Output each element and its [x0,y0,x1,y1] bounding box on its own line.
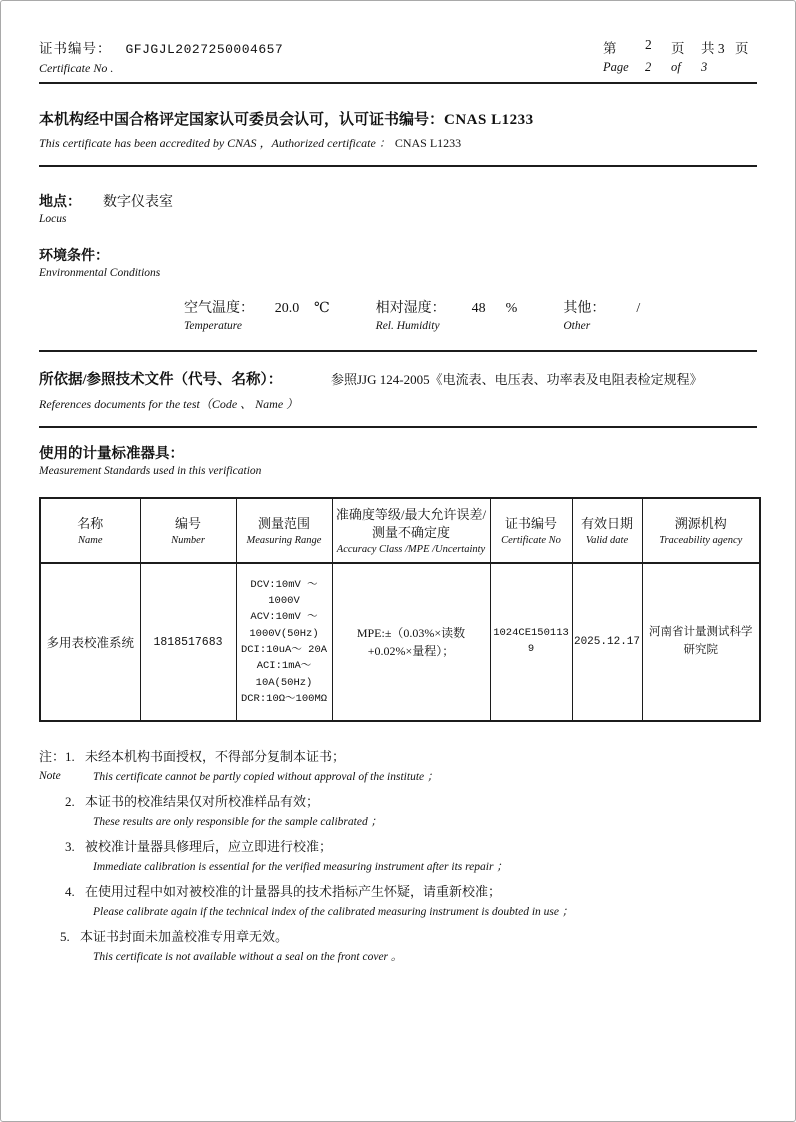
humidity-label-en: Rel. Humidity [375,320,440,332]
references-label-block [39,368,331,412]
temperature-label-zh: 空气温度： [184,301,254,316]
temperature-label-en: Temperature [184,320,242,332]
standards-table [39,497,761,722]
other-label-zh: 其他： [563,301,606,316]
location-value: 数字仪表室 [103,195,173,210]
page-current-en: 2 [645,60,652,74]
environment-divider [39,350,757,352]
environment-title-zh: 环境条件： [39,249,109,264]
environment-title-en: Environmental Conditions [39,267,161,279]
other-condition-item [563,297,655,332]
humidity-value: 48 [471,301,486,316]
column-header-valid-date: 有效日期 Valid date [572,498,642,563]
standards-title-en: Measurement Standards used in this verification [39,465,262,477]
certificate-number-label-zh: 证书编号： [39,41,112,56]
accreditation-divider [39,165,757,167]
page-header [39,1,757,76]
location-label-en: Locus [39,213,67,225]
references-value: 参照JJG 124-2005《电流表、电压表、功率表及电阻表检定规程》 [331,372,703,387]
notes-label-en: Note [39,770,61,782]
column-header-certificate-no: 证书编号 Certificate No [490,498,572,563]
note-item-3: 3. 被校准计量器具修理后，应立即进行校准； Immediate calibration is essential for the verified measuring instrument after its repair ； [65,839,508,873]
notes-items [60,746,574,971]
cell-traceability-agency: 河南省计量测试科学研究院 [642,563,760,721]
cell-measuring-range: DCV:10mV ～ 1000V ACV:10mV ～ 1000V(50Hz) DCI:10uA～ 20A ACI:1mA～ 10A(50Hz) DCR:10Ω～100MΩ [236,563,332,721]
note-item-4: 4. 在使用过程中如对被校准的计量器具的技术指标产生怀疑，请重新校准； Please calibrate again if the technical index of the calibrated measuring instrument is doubted in use ； [65,884,574,918]
notes-label-zh: 注： [39,749,66,764]
references-divider [39,426,757,428]
column-header-traceability-agency: 溯源机构 Traceability agency [642,498,760,563]
standards-title-zh: 使用的计量标准器具： [39,446,184,462]
header-divider [39,82,757,84]
cell-standard-name: 多用表校准系统 [40,563,140,721]
note-item-5: 5. 本证书封面未加盖校准专用章无效。 This certificate is not available without a seal on the front cover 。 [60,929,403,963]
temperature-item [184,297,330,332]
accreditation-code-zh: CNAS L1233 [444,112,534,128]
cell-standard-number: 1818517683 [140,563,236,721]
certificate-number-value: GFJGJL2027250004657 [125,42,284,57]
column-header-number: 编号 Number [140,498,236,563]
note-item-2: 2. 本证书的校准结果仅对所校准样品有效； These results are only responsible for the sample calibrated ； [65,794,383,828]
page-unit-zh: 页 [671,41,685,56]
other-value: / [636,301,641,316]
cell-valid-date: 2025.12.17 [572,563,642,721]
page-word-zh: 第 [603,41,617,56]
references-label-en: References documents for the test（Code 、 Name ） [39,397,299,411]
note-item-1: 1. 未经本机构书面授权，不得部分复制本证书； This certificate cannot be partly copied without approval of the institute ； [65,749,439,783]
environment-values-row [39,297,757,332]
page-indicator [603,37,755,75]
references-label-zh: 所依据/参照技术文件（代号、名称）： [39,372,283,388]
cell-accuracy-mpe: MPE:±（0.03%×读数+0.02%×量程）； [332,563,490,721]
other-label-en: Other [563,320,591,332]
temperature-value: 20.0 [274,301,300,316]
accreditation-text-zh: 本机构经中国合格评定国家认可委员会认可，认可证书编号： [39,112,445,128]
humidity-label-zh: 相对湿度： [375,301,446,316]
page-total-zh: 共 3 [701,41,725,56]
accreditation-code-en: CNAS L1233 [394,136,462,150]
cell-certificate-no: 1024CE1501139 [490,563,572,721]
page-current-zh: 2 [645,37,652,52]
certificate-number-block [39,37,283,76]
location-label-zh: 地点： [39,195,81,210]
notes-section [39,746,757,971]
standards-section-title [39,442,757,477]
column-header-accuracy: 准确度等级/最大允许误差/测量不确定度 Accuracy Class /MPE /Uncertainty [332,498,490,563]
standards-table-header-row [40,498,760,563]
column-header-measuring-range: 测量范围 Measuring Range [236,498,332,563]
references-section [39,368,757,412]
page-unit2-zh: 页 [735,41,749,56]
page-of-en: of [671,60,681,74]
page-word-en: Page [603,60,629,74]
certificate-number-label-en: Certificate No . [39,61,114,75]
temperature-unit: ℃ [314,301,330,316]
location-section [39,191,757,225]
accreditation-statement [39,108,757,151]
column-header-name: 名称 Name [40,498,140,563]
humidity-item [376,297,518,332]
page-total-en: 3 [701,60,708,74]
environment-section-title [39,245,757,279]
standards-table-row [40,563,760,721]
accreditation-text-en: This certificate has been accredited by CNAS ，Authorized certificate ： [39,136,391,150]
humidity-unit: % [505,301,518,316]
